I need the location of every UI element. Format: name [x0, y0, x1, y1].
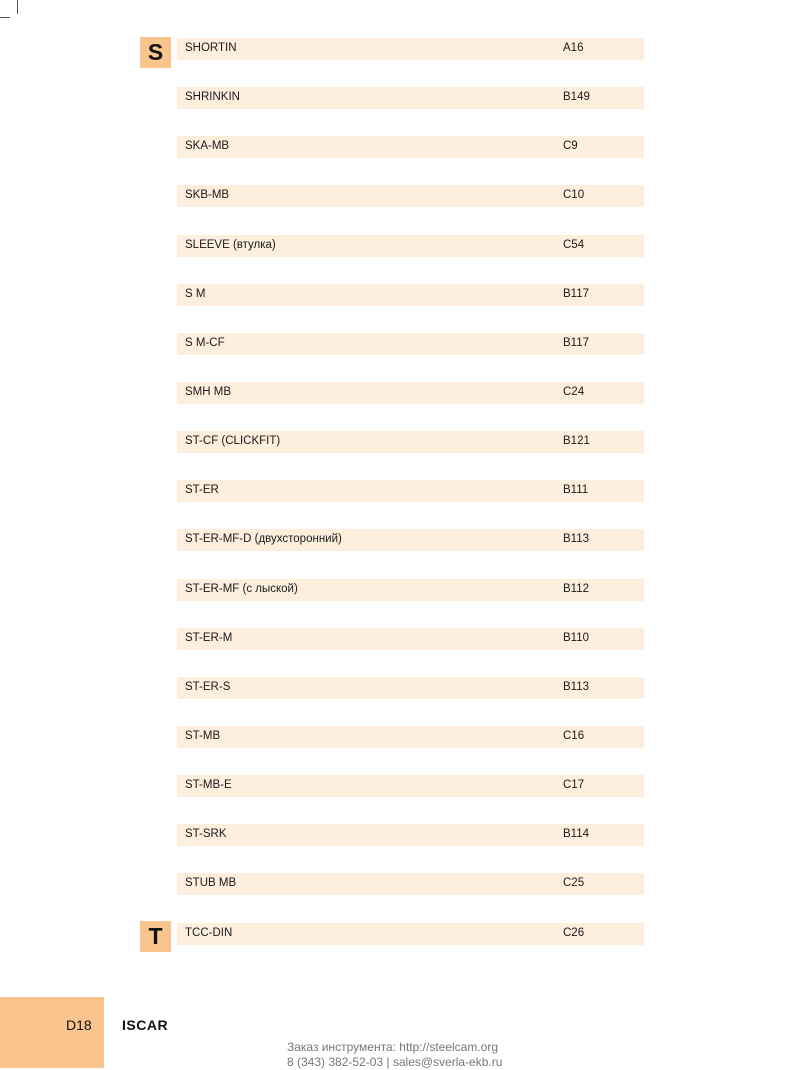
- entry-page-ref: B113: [563, 680, 590, 693]
- entry-name: STUB MB: [185, 877, 237, 890]
- entry-name: ST-ER-M: [185, 631, 233, 644]
- contact-info: [287, 1040, 502, 1070]
- entry-page-ref: C9: [563, 140, 578, 153]
- crop-mark-top-left-horizontal: [0, 17, 10, 18]
- entry-page-ref: B117: [563, 287, 590, 300]
- brand-name: ISCAR: [122, 1017, 169, 1033]
- entry-page-ref: B111: [563, 484, 589, 497]
- page-number: D18: [66, 1017, 92, 1033]
- index-entry: [177, 136, 644, 158]
- order-line: Заказ инструмента: http://steelcam.org: [287, 1040, 499, 1054]
- entry-name: ST-ER-S: [185, 680, 231, 693]
- entry-name: SHRINKIN: [185, 91, 240, 104]
- index-entry: [177, 87, 644, 109]
- section-letter-t: T: [140, 921, 171, 952]
- entry-page-ref: B117: [563, 336, 590, 349]
- section-letter-s: S: [140, 37, 171, 68]
- entry-page-ref: B113: [563, 533, 590, 546]
- index-entry: [177, 923, 644, 945]
- index-entry: [177, 873, 644, 895]
- index-entry: [177, 726, 644, 748]
- index-entry: [177, 185, 644, 207]
- entry-name: S M-CF: [185, 336, 225, 349]
- index-entry: [177, 333, 644, 355]
- entry-page-ref: B121: [563, 435, 590, 448]
- entry-name: SMH MB: [185, 385, 231, 398]
- entry-name: S M: [185, 287, 206, 300]
- index-entry: [177, 431, 644, 453]
- entry-page-ref: C10: [563, 189, 585, 202]
- entry-name: ST-MB-E: [185, 779, 232, 792]
- entry-page-ref: C54: [563, 238, 585, 251]
- index-entry: [177, 824, 644, 846]
- index-entry: [177, 529, 644, 551]
- index-entry: [177, 480, 644, 502]
- entry-name: SKB-MB: [185, 189, 230, 202]
- entry-name: SLEEVE (втулка): [185, 238, 276, 251]
- entry-name: ST-ER-MF-D (двухсторонний): [185, 533, 342, 546]
- entry-page-ref: B114: [563, 828, 590, 841]
- entry-page-ref: B112: [563, 582, 590, 595]
- entry-page-ref: B110: [563, 631, 590, 644]
- phone-email-line: 8 (343) 382-52-03 | sales@sverla-ekb.ru: [287, 1055, 503, 1069]
- index-entry: [177, 628, 644, 650]
- index-entry: [177, 38, 644, 60]
- entry-page-ref: C17: [563, 779, 585, 792]
- entry-page-ref: C24: [563, 385, 585, 398]
- entry-name: ST-ER-MF (с лыской): [185, 582, 298, 595]
- entry-page-ref: C16: [563, 729, 585, 742]
- entry-page-ref: C25: [563, 877, 585, 890]
- entry-name: ST-ER: [185, 484, 219, 497]
- index-entry: [177, 579, 644, 601]
- index-entry: [177, 775, 644, 797]
- entry-page-ref: C26: [563, 926, 585, 939]
- index-entry: [177, 235, 644, 257]
- entry-name: TCC-DIN: [185, 926, 233, 939]
- index-list: [177, 38, 644, 945]
- index-entry: [177, 677, 644, 699]
- entry-page-ref: B149: [563, 91, 590, 104]
- index-entry: [177, 382, 644, 404]
- entry-name: SKA-MB: [185, 140, 230, 153]
- index-entry: [177, 284, 644, 306]
- entry-name: ST-CF (CLICKFIT): [185, 435, 281, 448]
- entry-name: SHORTIN: [185, 42, 237, 54]
- entry-name: ST-MB: [185, 729, 221, 742]
- crop-mark-top-left-vertical: [17, 0, 18, 14]
- entry-name: ST-SRK: [185, 828, 227, 841]
- entry-page-ref: A16: [563, 42, 584, 54]
